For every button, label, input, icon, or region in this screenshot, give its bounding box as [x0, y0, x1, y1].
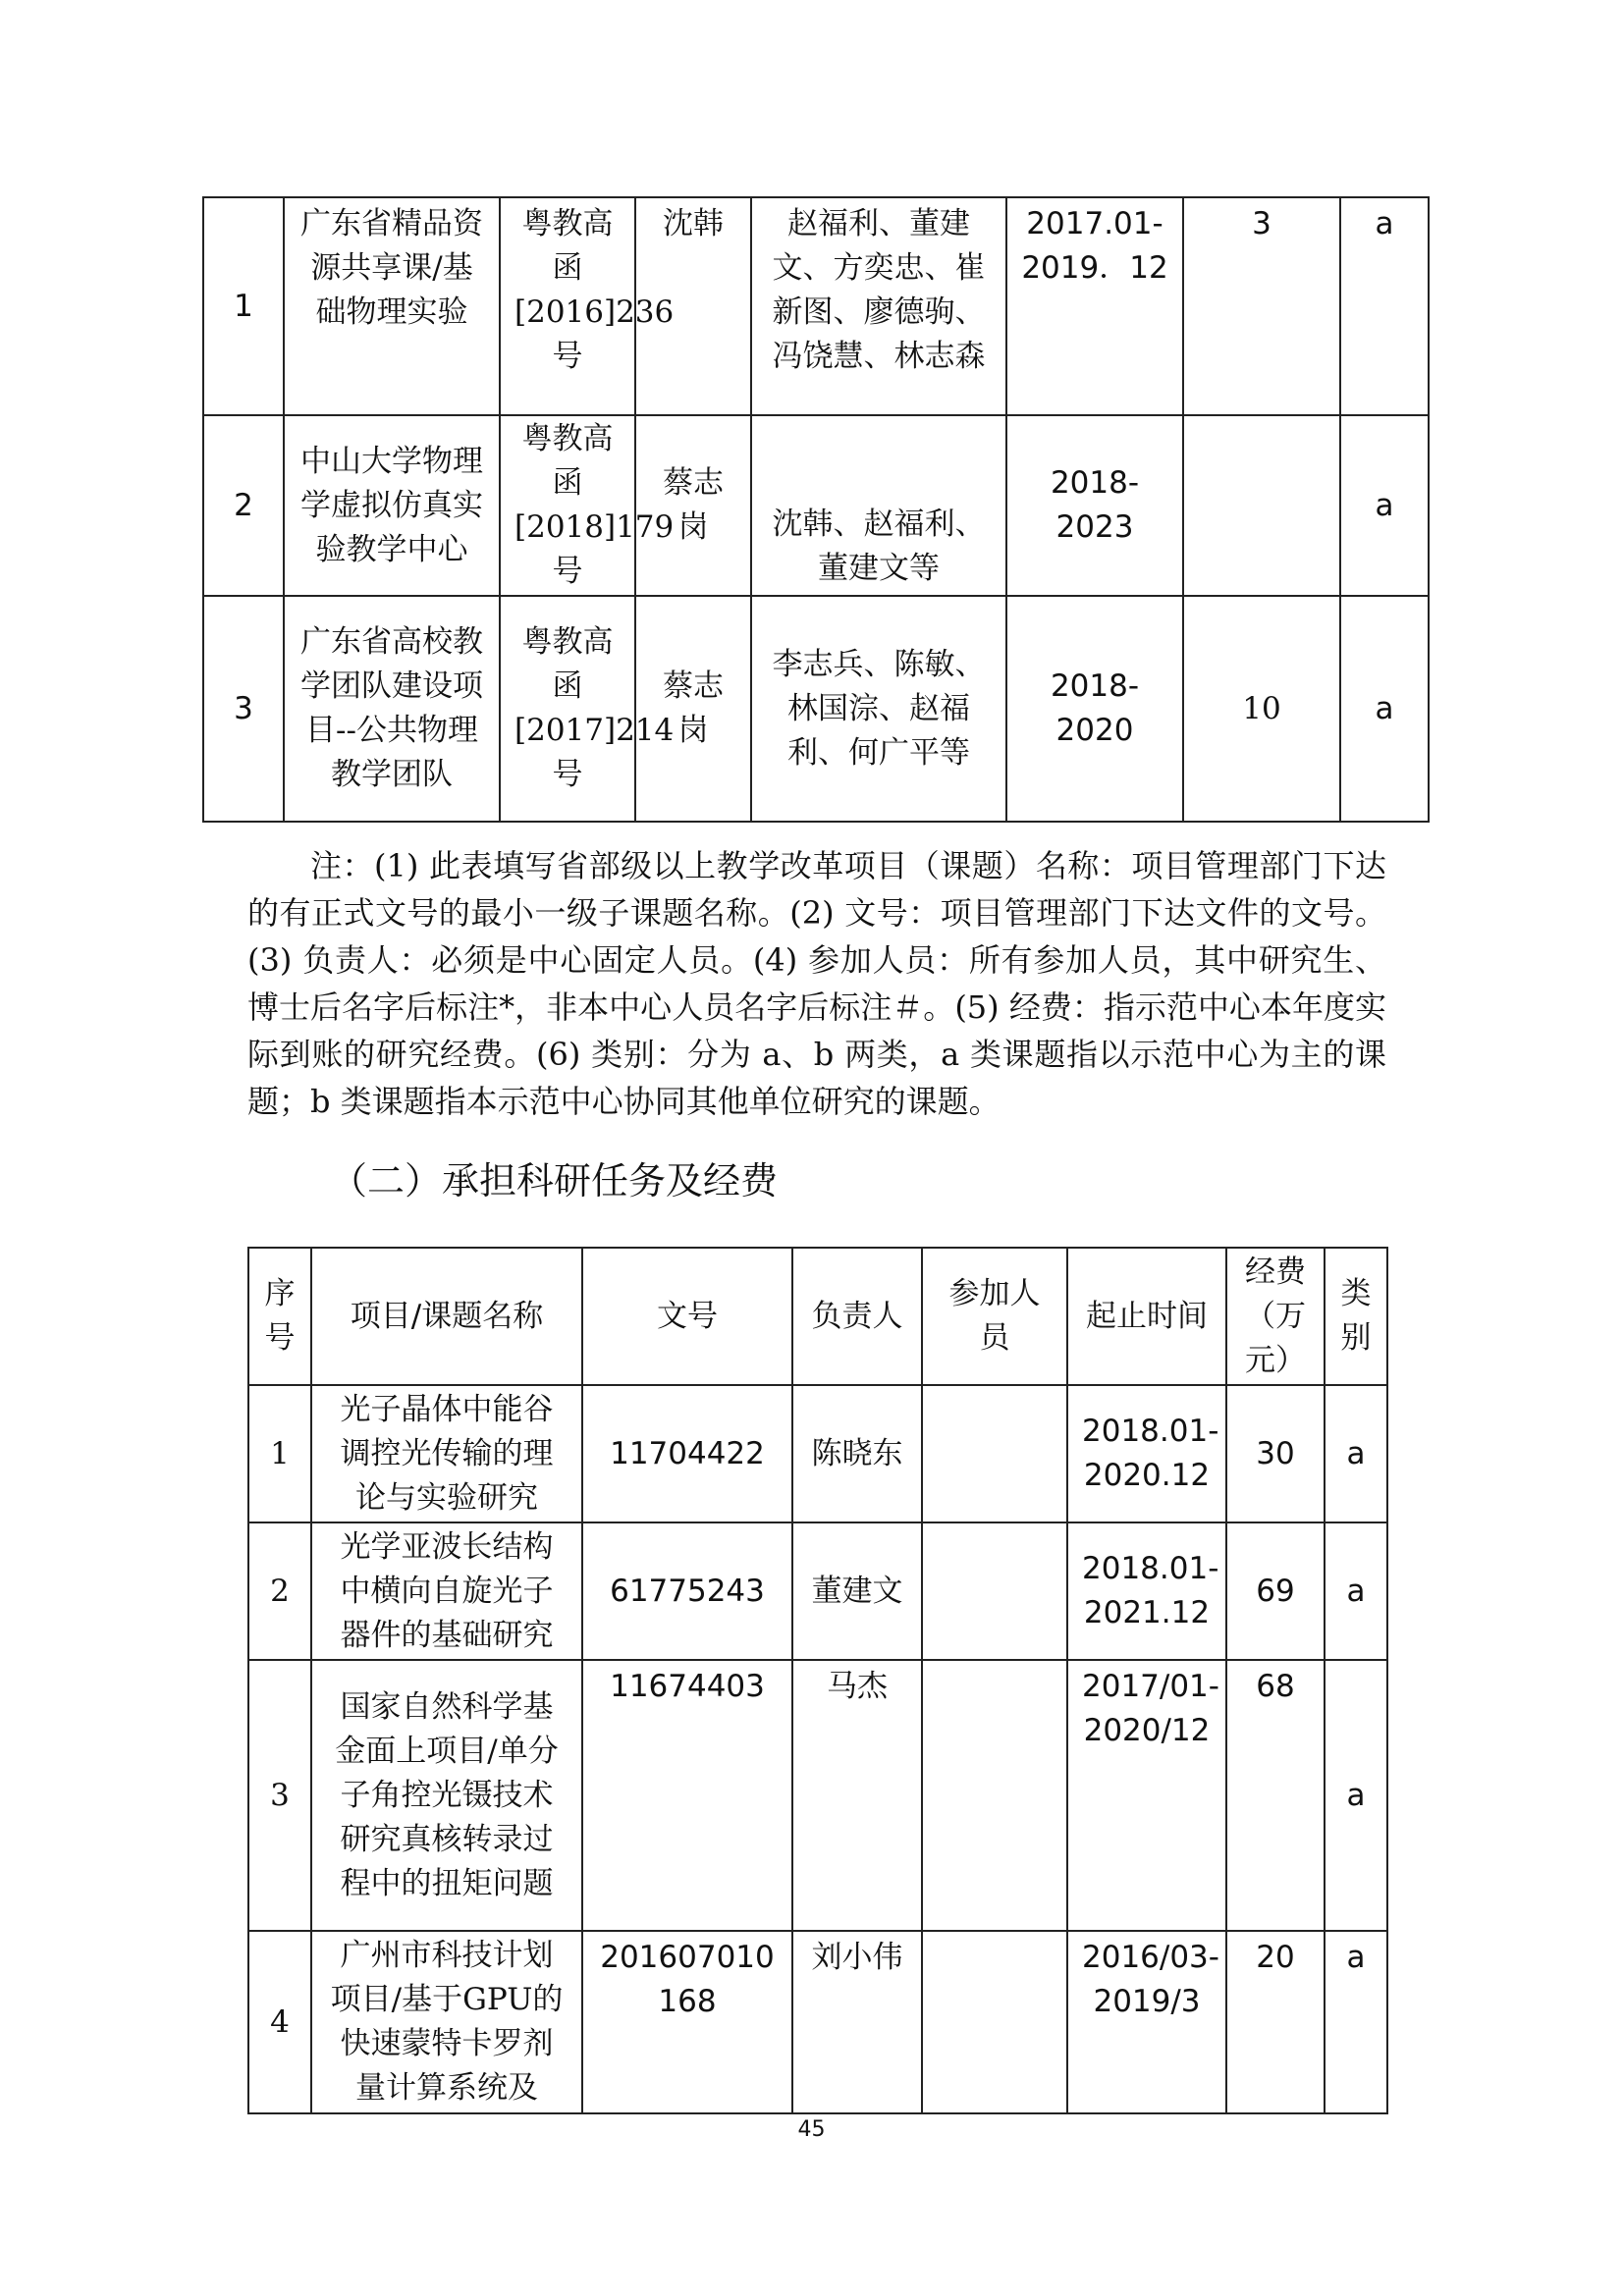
category: a	[1325, 1385, 1387, 1522]
funds	[1183, 415, 1340, 596]
header-funds: 经费（万元）	[1226, 1248, 1325, 1385]
row-number: 4	[248, 1931, 311, 2113]
members	[922, 1660, 1067, 1931]
category: a	[1325, 1522, 1387, 1660]
members	[922, 1931, 1067, 2113]
table-row	[203, 596, 1429, 822]
category: a	[1325, 1660, 1387, 1931]
period: 2018.01-2020.12	[1067, 1385, 1226, 1522]
period: 2018-2020	[1006, 596, 1183, 822]
leader: 董建文	[792, 1522, 922, 1660]
category: a	[1340, 197, 1429, 415]
project-name: 中山大学物理学虚拟仿真实验教学中心	[284, 415, 500, 596]
table-row	[248, 1522, 1387, 1660]
document-number: 201607010168	[582, 1931, 792, 2113]
row-number: 3	[203, 596, 284, 822]
leader: 沈韩	[635, 197, 751, 415]
funds: 20	[1226, 1931, 1325, 2113]
members	[922, 1522, 1067, 1660]
project-name: 广东省精品资源共享课/基础物理实验	[284, 197, 500, 415]
row-number: 2	[248, 1522, 311, 1660]
research-tasks-table	[247, 1247, 1388, 2114]
header-members: 参加人员	[922, 1248, 1067, 1385]
row-number: 3	[248, 1660, 311, 1931]
period: 2017.01-2019．12	[1006, 197, 1183, 415]
leader: 蔡志岗	[635, 596, 751, 822]
table-note: 注：(1) 此表填写省部级以上教学改革项目（课题）名称：项目管理部门下达的有正式文号的最小一级子课题名称。(2) 文号：项目管理部门下达文件的文号。(3) 负责人：必须是中心固定人员。(4) 参加人员：所有参加人员，其中研究生、博士后名字后标注*，非本中心人员名字后标注＃。(5) 经费：指示范中心本年度实际到账的研究经费。(6) 类别：分为 a、b 两类，a 类课题指以示范中心为主的课题；b 类课题指本示范中心协同其他单位研究的课题。	[247, 847, 1386, 1120]
table-row	[203, 197, 1429, 415]
row-number: 1	[203, 197, 284, 415]
document-number: 粤教高函[2016]236号	[500, 197, 635, 415]
members	[922, 1385, 1067, 1522]
header-leader: 负责人	[792, 1248, 922, 1385]
document-number: 11704422	[582, 1385, 792, 1522]
members: 李志兵、陈敏、林国淙、赵福利、何广平等	[751, 596, 1006, 822]
row-number: 1	[248, 1385, 311, 1522]
teaching-reform-table	[202, 196, 1430, 823]
header-no: 序号	[248, 1248, 311, 1385]
funds: 30	[1226, 1385, 1325, 1522]
period: 2017/01-2020/12	[1067, 1660, 1226, 1931]
section-title: （二）承担科研任务及经费	[330, 1159, 779, 1202]
document-number: 粤教高函[2018]179号	[500, 415, 635, 596]
project-name: 光学亚波长结构中横向自旋光子器件的基础研究	[311, 1522, 582, 1660]
period: 2018.01-2021.12	[1067, 1522, 1226, 1660]
page-number: 45	[797, 2117, 826, 2142]
header-period: 起止时间	[1067, 1248, 1226, 1385]
category: a	[1340, 596, 1429, 822]
project-name: 光子晶体中能谷调控光传输的理论与实验研究	[311, 1385, 582, 1522]
document-number: 粤教高函[2017]214号	[500, 596, 635, 822]
members: 沈韩、赵福利、董建文等	[751, 415, 1006, 596]
leader: 刘小伟	[792, 1931, 922, 2113]
project-name: 国家自然科学基金面上项目/单分子角控光镊技术研究真核转录过程中的扭矩问题	[311, 1660, 582, 1931]
funds: 10	[1183, 596, 1340, 822]
header-name: 项目/课题名称	[311, 1248, 582, 1385]
category: a	[1340, 415, 1429, 596]
funds: 3	[1183, 197, 1340, 415]
table-row	[203, 415, 1429, 596]
table-row	[248, 1660, 1387, 1931]
header-row	[248, 1248, 1387, 1385]
category: a	[1325, 1931, 1387, 2113]
leader: 蔡志岗	[635, 415, 751, 596]
document-number: 11674403	[582, 1660, 792, 1931]
project-name: 广州市科技计划项目/基于GPU的快速蒙特卡罗剂量计算系统及	[311, 1931, 582, 2113]
funds: 69	[1226, 1522, 1325, 1660]
document-number: 61775243	[582, 1522, 792, 1660]
funds: 68	[1226, 1660, 1325, 1931]
period: 2016/03-2019/3	[1067, 1931, 1226, 2113]
members: 赵福利、董建文、方奕忠、崔新图、廖德驹、冯饶慧、林志森	[751, 197, 1006, 415]
leader: 陈晓东	[792, 1385, 922, 1522]
table-row	[248, 1385, 1387, 1522]
table-row	[248, 1931, 1387, 2113]
period: 2018-2023	[1006, 415, 1183, 596]
leader: 马杰	[792, 1660, 922, 1931]
row-number: 2	[203, 415, 284, 596]
header-doc: 文号	[582, 1248, 792, 1385]
header-type: 类别	[1325, 1248, 1387, 1385]
project-name: 广东省高校教学团队建设项目--公共物理教学团队	[284, 596, 500, 822]
